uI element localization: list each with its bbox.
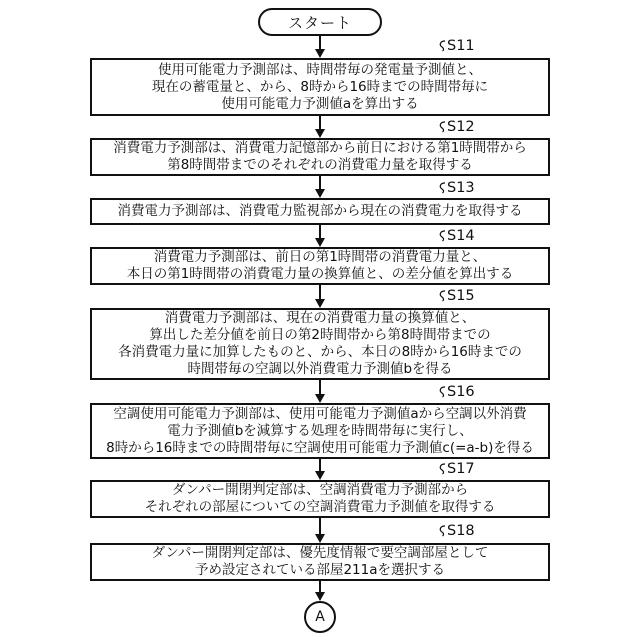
flow-arrow	[314, 380, 326, 403]
process-text: 消費電力予測部は、消費電力監視部から現在の消費電力を取得する	[117, 203, 523, 219]
process-text: ダンパー開閉判定部は、空調消費電力予測部から それぞれの部屋についての空調消費電力予測値を取得する	[144, 482, 496, 515]
step-id: S17	[447, 461, 475, 477]
process-box-s13	[90, 198, 550, 225]
leader-hook-icon	[438, 182, 446, 194]
flow-arrow	[314, 225, 326, 247]
process-text: 消費電力予測部は、前日の第1時間帯の消費電力量と、 本日の第1時間帯の消費電力量の換算値と、の差分値を算出する	[126, 249, 514, 282]
flow-arrow	[314, 581, 326, 601]
step-id: S16	[447, 384, 475, 400]
arrow-head-icon	[315, 49, 325, 58]
step-label-s14	[436, 228, 477, 244]
leader-hook-icon	[438, 230, 446, 242]
flow-arrow	[314, 285, 326, 308]
step-id: S13	[447, 180, 475, 196]
process-text: 空調使用可能電力予測部は、使用可能電力予測値aから空調以外消費 電力予測値bを減算する処理を時間帯毎に実行し、 8時から16時までの時間帯毎に空調使用可能電力予測値c(=a-b)を得る	[106, 405, 534, 456]
step-label-s16	[436, 384, 477, 400]
step-id: S14	[447, 228, 475, 244]
process-box-s14	[90, 247, 550, 285]
process-box-s12	[90, 138, 550, 176]
step-label-s11	[436, 38, 477, 54]
process-text: ダンパー開閉判定部は、優先度情報で要空調部屋として 予め設定されている部屋211aを選択する	[151, 545, 489, 578]
arrow-head-icon	[315, 238, 325, 247]
leader-hook-icon	[438, 386, 446, 398]
arrow-head-icon	[315, 592, 325, 601]
flow-arrow	[314, 518, 326, 543]
step-label-s13	[436, 180, 477, 196]
leader-hook-icon	[438, 121, 446, 133]
flow-arrow	[314, 176, 326, 198]
start-label: スタート	[287, 13, 352, 32]
step-id: S11	[447, 38, 475, 54]
arrow-head-icon	[315, 394, 325, 403]
leader-hook-icon	[438, 290, 446, 302]
step-label-s15	[436, 288, 477, 304]
arrow-head-icon	[315, 471, 325, 480]
connector-label: A	[315, 609, 325, 625]
process-text: 消費電力予測部は、消費電力記憶部から前日における第1時間帯から 第8時間帯までのそれぞれの消費電力量を取得する	[113, 140, 527, 173]
arrow-head-icon	[315, 189, 325, 198]
step-id: S18	[447, 523, 475, 539]
step-label-s17	[436, 461, 477, 477]
process-box-s16	[90, 403, 550, 459]
flow-arrow	[314, 116, 326, 138]
process-box-s11	[90, 58, 550, 116]
leader-hook-icon	[438, 463, 446, 475]
flow-arrow	[314, 35, 326, 58]
process-box-s15	[90, 308, 550, 380]
arrow-head-icon	[315, 299, 325, 308]
arrow-head-icon	[315, 534, 325, 543]
process-box-s17	[90, 480, 550, 518]
step-id: S15	[447, 288, 475, 304]
process-text: 使用可能電力予測部は、時間帯毎の発電量予測値と、 現在の蓄電量と、から、8時から16時までの時間帯毎に 使用可能電力予測値aを算出する	[151, 61, 489, 112]
arrow-head-icon	[315, 129, 325, 138]
start-terminal	[258, 8, 382, 36]
leader-hook-icon	[438, 40, 446, 52]
process-text: 消費電力予測部は、現在の消費電力量の換算値と、 算出した差分値を前日の第2時間帯から第8時間帯までの 各消費電力量に加算したものと、から、本日の8時から16時までの 時間帯毎の空調以外消費電力予測値bを得る	[118, 310, 522, 377]
step-label-s18	[436, 523, 477, 539]
process-box-s18	[90, 543, 550, 581]
leader-hook-icon	[438, 525, 446, 537]
step-label-s12	[436, 119, 477, 135]
flow-arrow	[314, 459, 326, 480]
connector-a	[304, 601, 336, 633]
step-id: S12	[447, 119, 475, 135]
